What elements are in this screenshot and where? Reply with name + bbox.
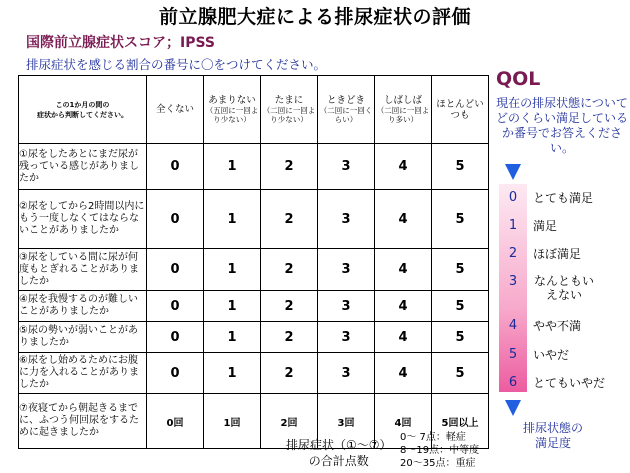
score-cell[interactable]: 1 (204, 190, 261, 249)
score-cell[interactable]: 0 (147, 322, 204, 353)
question-cell: ③尿をしている間に尿が何度もとぎれることがありましたか (19, 249, 147, 291)
qol-label: やや不満 (533, 319, 582, 333)
score-cell[interactable]: 5 (432, 291, 489, 322)
option-sublabel: （二回に一回より少ない） (262, 106, 316, 124)
score-cell[interactable]: 4回 (375, 394, 432, 449)
score-cell[interactable]: 4 (375, 353, 432, 394)
score-cell[interactable]: 0 (147, 190, 204, 249)
option-header (318, 76, 375, 144)
qol-title: QOL (496, 68, 541, 90)
qol-number[interactable]: 6 (508, 375, 518, 390)
arrow-down-icon (505, 164, 521, 180)
option-header (204, 76, 261, 144)
option-label: あまりない (208, 95, 256, 106)
question-cell: ④尿を我慢するのが難しいことがありましたか (19, 291, 147, 322)
qol-number[interactable]: 1 (508, 218, 518, 233)
score-cell[interactable]: 3 (318, 190, 375, 249)
option-sublabel: （二回に一回くらい） (319, 106, 373, 124)
qol-number[interactable]: 5 (508, 347, 518, 362)
option-header (147, 76, 204, 144)
total-label-line: 排尿症状（①～⑦） (286, 438, 392, 452)
qol-number[interactable]: 3 (508, 274, 518, 289)
score-cell[interactable]: 1 (204, 291, 261, 322)
question-cell: ⑥尿をし始めるためにお腹に力を入れることがありましたか (19, 353, 147, 394)
score-cell[interactable]: 3 (318, 322, 375, 353)
score-cell[interactable]: 0 (147, 291, 204, 322)
ipss-table (18, 75, 489, 449)
score-cell[interactable]: 3 (318, 353, 375, 394)
score-cell[interactable]: 5回以上 (432, 394, 489, 449)
option-label: ときどき (326, 95, 365, 106)
score-cell[interactable]: 2 (261, 322, 318, 353)
table-row (19, 353, 489, 394)
score-cell[interactable]: 4 (375, 291, 432, 322)
qol-label: いやだ (533, 348, 570, 362)
table-row (19, 291, 489, 322)
score-cell[interactable]: 0 (147, 353, 204, 394)
question-cell: ②尿をしてから2時間以内にもう一度しなくてはならないことがありましたか (19, 190, 147, 249)
header-line: 症状から判断してください。 (37, 110, 128, 119)
score-cell[interactable]: 5 (432, 190, 489, 249)
option-label: しばしば (383, 95, 422, 106)
table-row (19, 322, 489, 353)
score-cell[interactable]: 2 (261, 190, 318, 249)
table-row (19, 144, 489, 190)
arrow-down-icon (505, 400, 521, 416)
score-cell[interactable]: 2回 (261, 394, 318, 449)
qol-footer: 排尿状態の満足度 (522, 421, 583, 450)
score-cell[interactable]: 1 (204, 353, 261, 394)
option-header (375, 76, 432, 144)
ipss-subtitle: 国際前立腺症状スコア；IPSS (26, 35, 216, 51)
score-cell[interactable]: 1 (204, 249, 261, 291)
score-cell[interactable]: 3 (318, 291, 375, 322)
table-row (19, 249, 489, 291)
severity-item: 0～ 7点：軽症 (400, 432, 466, 443)
severity-item: 20～35点：重症 (400, 458, 476, 469)
option-sublabel: （二回に一回より多い） (376, 106, 430, 124)
option-label: ほとんどいつも (436, 98, 484, 121)
table-row (19, 190, 489, 249)
table-header-row (19, 76, 489, 144)
option-label: 全くない (155, 104, 194, 115)
score-cell[interactable]: 0 (147, 249, 204, 291)
qol-number[interactable]: 0 (508, 190, 518, 205)
option-header (432, 76, 489, 144)
severity-item: 8～19点：中等度 (400, 445, 480, 456)
option-header (261, 76, 318, 144)
option-sublabel: （五回に一回より少ない） (205, 106, 259, 124)
qol-description: 現在の排尿状態についてどのくらい満足しているか番号でお答えください。 (496, 96, 629, 155)
score-cell[interactable]: 3回 (318, 394, 375, 449)
score-cell[interactable]: 0 (147, 144, 204, 190)
severity-legend (400, 431, 479, 470)
score-cell[interactable]: 5 (432, 144, 489, 190)
header-line: この1か月の間の (55, 100, 110, 109)
qol-label: なんともいえない (533, 274, 594, 302)
score-cell[interactable]: 5 (432, 322, 489, 353)
score-cell[interactable]: 4 (375, 144, 432, 190)
question-cell: ⑤尿の勢いが弱いことがありましたか (19, 322, 147, 353)
score-cell[interactable]: 4 (375, 249, 432, 291)
qol-number[interactable]: 2 (508, 246, 518, 261)
qol-label: とてもいやだ (533, 376, 606, 390)
header-period-cell (19, 76, 147, 144)
score-cell[interactable]: 3 (318, 144, 375, 190)
score-cell[interactable]: 4 (375, 322, 432, 353)
total-score-label (286, 437, 392, 469)
score-cell[interactable]: 4 (375, 190, 432, 249)
qol-label: ほぼ満足 (533, 247, 582, 261)
qol-label: とても満足 (533, 191, 594, 205)
page-title: 前立腺肥大症による排尿症状の評価 (158, 6, 471, 28)
score-cell[interactable]: 2 (261, 249, 318, 291)
total-label-line: の合計点数 (308, 454, 369, 468)
score-cell[interactable]: 2 (261, 291, 318, 322)
score-cell[interactable]: 1 (204, 144, 261, 190)
question-cell: ①尿をしたあとにまだ尿が残っている感じがありましたか (19, 144, 147, 190)
option-label: たまに (274, 95, 304, 106)
qol-label: 満足 (533, 219, 558, 233)
score-cell[interactable]: 5 (432, 353, 489, 394)
score-cell[interactable]: 1 (204, 322, 261, 353)
score-cell[interactable]: 5 (432, 249, 489, 291)
question-cell: ⑦夜寝てから朝起きるまでに、ふつう何回尿をするために起きましたか (19, 394, 147, 449)
qol-number[interactable]: 4 (508, 318, 518, 333)
score-cell[interactable]: 0回 (147, 394, 204, 449)
score-cell[interactable]: 2 (261, 144, 318, 190)
instruction-text: 排尿症状を感じる割合の番号に〇をつけてください。 (26, 57, 327, 72)
score-cell[interactable]: 1回 (204, 394, 261, 449)
score-cell[interactable]: 2 (261, 353, 318, 394)
score-cell[interactable]: 3 (318, 249, 375, 291)
